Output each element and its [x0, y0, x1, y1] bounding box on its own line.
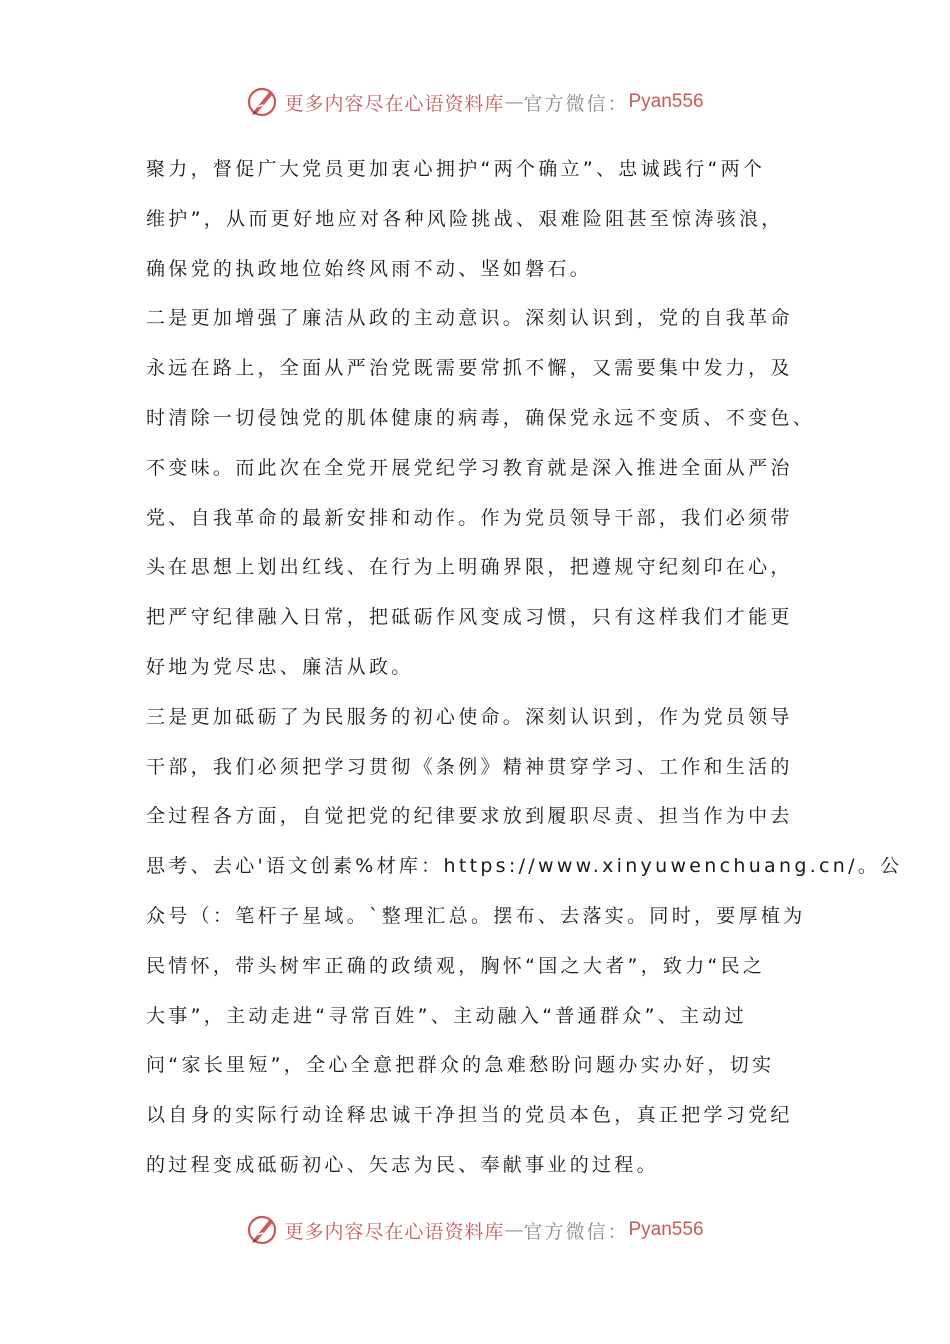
banner-wechat-id: Pyan556 [628, 1219, 704, 1240]
text-line: 二是更加增强了廉洁从政的主动意识。深刻认识到，党的自我革命 [146, 307, 793, 330]
text-line: 不变味。而此次在全党开展党纪学习教育就是深入推进全面从严治 [146, 456, 793, 479]
text-line: 永远在路上，全面从严治党既需要常抓不懈，又需要集中发力，及 [146, 357, 793, 380]
text-line: 众号（：笔杆子星域。`整理汇总。摆布、去落实。同时，要厚植为 [146, 904, 806, 927]
text-line: 全过程各方面，自觉把党的纪律要求放到履职尽责、担当作为中去 [146, 805, 793, 828]
text-line: 头在思想上划出红线、在行为上明确界限，把遵规守纪刻印在心， [146, 556, 793, 579]
banner-wechat-id: Pyan556 [628, 91, 704, 112]
text-line: 以自身的实际行动诠释忠诚干净担当的党员本色，真正把学习党纪 [146, 1104, 793, 1127]
text-line: 干部，我们必须把学习贯彻《条例》精神贯穿学习、工作和生活的 [146, 755, 793, 778]
text-line: 的过程变成砥砺初心、矢志为民、奉献事业的过程。 [146, 1153, 659, 1176]
banner-wechat-label: 官方微信： [523, 92, 629, 115]
text-line: 时清除一切侵蚀党的肌体健康的病毒，确保党永远不变质、不变色、 [146, 406, 816, 429]
banner-dash: — [504, 1219, 524, 1241]
text-line: 维护”，从而更好地应对各种风险挑战、艰难险阻甚至惊涛骇浪， [146, 207, 784, 230]
document-body [146, 145, 903, 1191]
banner-main-text: 更多内容尽在心语资料库 [284, 1220, 505, 1243]
text-line: 党、自我革命的最新安排和动作。作为党员领导干部，我们必须带 [146, 506, 793, 529]
text-line: 把严守纪律融入日常，把砥砺作风变成习惯，只有这样我们才能更 [146, 606, 793, 629]
footer-banner [0, 1208, 950, 1252]
banner-wechat-label: 官方微信： [523, 1220, 629, 1243]
pen-logo-icon [246, 1213, 280, 1247]
text-line: 思考、去心'语文创素%材库：https://www.xinyuwenchuang.cn/。公 [146, 855, 903, 878]
banner-dash: — [504, 91, 524, 113]
text-line: 三是更加砥砺了为民服务的初心使命。深刻认识到，作为党员领导 [146, 705, 793, 728]
text-line: 好地为党尽忠、廉洁从政。 [146, 655, 414, 678]
text-line: 聚力，督促广大党员更加衷心拥护“两个确立”、忠诚践行“两个 [146, 158, 766, 180]
text-line: 问“家长里短”，全心全意把群众的急难愁盼问题办实办好，切实 [146, 1054, 775, 1077]
pen-logo-icon [246, 85, 280, 119]
text-line: 民情怀，带头树牢正确的政绩观，胸怀“国之大者”，致力“民之 [146, 954, 766, 977]
header-banner [0, 80, 950, 124]
text-line: 大事”，主动走进“寻常百姓”、主动融入“普通群众”、主动过 [146, 1004, 747, 1027]
text-line: 确保党的执政地位始终风雨不动、坚如磐石。 [146, 257, 593, 280]
banner-main-text: 更多内容尽在心语资料库 [284, 92, 505, 115]
